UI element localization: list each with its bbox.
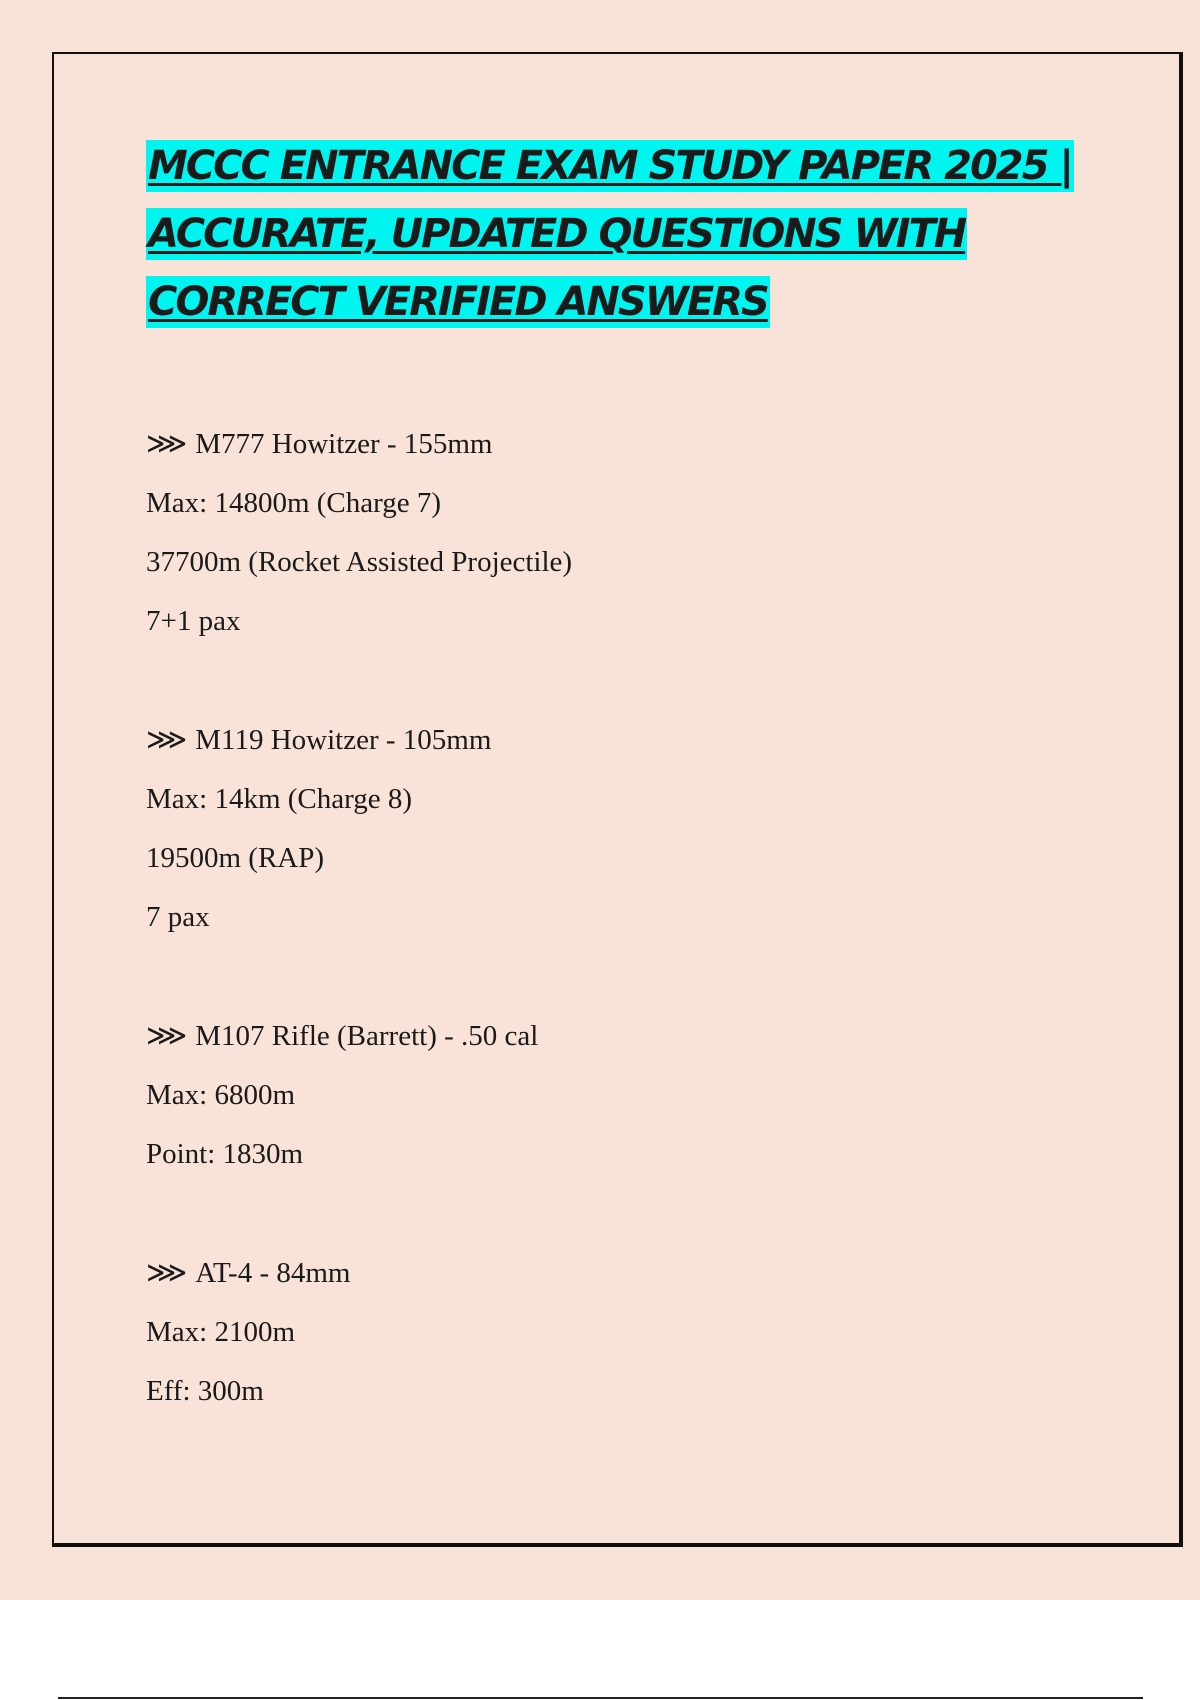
item-heading (146, 1249, 1046, 1308)
document-title (146, 140, 1086, 344)
item-heading-text: M119 Howitzer - 105mm (195, 724, 492, 756)
bullet-arrow-icon: ⋙ (146, 724, 188, 756)
item-detail: Max: 2100m (146, 1316, 296, 1348)
bullet-arrow-icon: ⋙ (146, 1257, 188, 1289)
title-line-3: CORRECT VERIFIED ANSWERS (146, 276, 770, 328)
weapon-item-m107 (146, 1012, 1046, 1189)
study-content (146, 420, 1046, 1486)
item-heading-text: M777 Howitzer - 155mm (195, 428, 493, 460)
item-heading-text: M107 Rifle (Barrett) - .50 cal (195, 1020, 539, 1052)
item-detail: 7 pax (146, 901, 210, 933)
bullet-arrow-icon: ⋙ (146, 1020, 188, 1052)
item-detail: Max: 6800m (146, 1079, 296, 1111)
item-detail: Max: 14km (Charge 8) (146, 783, 413, 815)
title-line-1: MCCC ENTRANCE EXAM STUDY PAPER 2025 | (146, 140, 1074, 192)
item-detail: Point: 1830m (146, 1138, 304, 1170)
item-detail: 7+1 pax (146, 605, 241, 637)
title-line-2: ACCURATE, UPDATED QUESTIONS WITH (146, 208, 967, 260)
weapon-item-m777 (146, 420, 1046, 656)
bullet-arrow-icon: ⋙ (146, 428, 188, 460)
item-heading (146, 420, 1046, 479)
item-heading-text: AT-4 - 84mm (195, 1257, 351, 1289)
item-detail: 19500m (RAP) (146, 842, 325, 874)
item-heading (146, 1012, 1046, 1071)
item-detail: 37700m (Rocket Assisted Projectile) (146, 546, 573, 578)
bottom-rule-divider (58, 1697, 1143, 1699)
item-detail: Eff: 300m (146, 1375, 264, 1407)
item-heading (146, 716, 1046, 775)
weapon-item-at4 (146, 1249, 1046, 1426)
item-detail: Max: 14800m (Charge 7) (146, 487, 442, 519)
weapon-item-m119 (146, 716, 1046, 952)
